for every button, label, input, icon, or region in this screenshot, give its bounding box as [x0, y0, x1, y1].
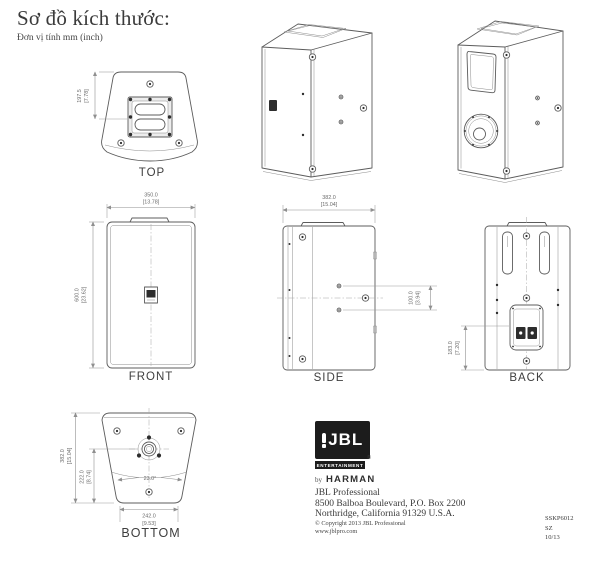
pole-mount-socket	[137, 435, 161, 460]
screw-icon	[503, 168, 509, 174]
entertainment-bar: ENTERTAINMENT	[316, 462, 364, 468]
pin-dot	[557, 304, 559, 306]
bracket-bolt	[148, 133, 151, 136]
dim-back-panel-offset	[448, 326, 509, 370]
registered-mark: ®	[367, 455, 372, 461]
bracket-bolt	[168, 133, 171, 136]
jbl-exclamation-icon	[322, 433, 326, 448]
screw-icon	[176, 140, 182, 146]
mount-point	[339, 95, 343, 99]
iso2-top-edges	[458, 31, 563, 47]
screw-icon	[178, 428, 184, 434]
back-top-lip	[507, 223, 547, 227]
pin-dot	[289, 337, 291, 339]
bracket-slot-bottom	[135, 119, 165, 130]
bracket-slot-top	[135, 104, 165, 115]
screw-icon	[523, 233, 529, 239]
by-text: by	[315, 476, 322, 484]
side-top-lip	[301, 223, 345, 227]
website-url: www.jblpro.com	[315, 527, 358, 535]
dim-bottom-wall-angle	[118, 476, 182, 482]
dim-value-mm: 183.0	[448, 341, 454, 355]
pin-dot	[302, 134, 304, 136]
dim-value-in: [9.53]	[142, 521, 156, 527]
doc-number: SSKP6012	[545, 515, 574, 522]
dim-value-mm: 197.5	[77, 89, 83, 103]
jbl-logo-text: JBL	[328, 430, 364, 449]
socket-bolt	[137, 453, 141, 457]
dim-value-in: [23.62]	[81, 286, 88, 304]
bottom-view	[60, 408, 196, 540]
pin-dot	[289, 289, 291, 291]
mount-point	[339, 120, 343, 124]
harman-text: HARMAN	[326, 474, 376, 485]
dim-value-in: [15.04]	[320, 202, 338, 208]
horn-tweeter	[467, 51, 496, 92]
pin-dot	[496, 284, 498, 286]
woofer	[464, 114, 498, 148]
fly-bracket	[128, 97, 172, 137]
address-line-1: 8500 Balboa Boulevard, P.O. Box 2200	[315, 498, 466, 509]
company-name: JBL Professional	[315, 488, 380, 498]
socket-bolt	[157, 453, 161, 457]
dim-front-height	[75, 222, 105, 368]
footer-address	[315, 488, 465, 536]
iso-outline	[262, 24, 372, 177]
screw-icon	[523, 295, 529, 301]
screw-icon	[118, 140, 124, 146]
dim-value-in: [8.74]	[86, 470, 93, 484]
doc-date: 10/13	[545, 534, 560, 541]
dim-value-mm: 222.0	[79, 470, 86, 484]
bracket-bolt	[129, 98, 132, 101]
jbl-badge-iso	[269, 100, 277, 111]
dim-value-angle: 23.0°	[143, 476, 157, 482]
mount-point	[337, 284, 341, 288]
mount-point	[337, 308, 341, 312]
back-view	[448, 217, 570, 384]
by-harman-lockup	[315, 469, 375, 487]
socket-bolt	[147, 435, 151, 439]
side-view	[277, 195, 437, 384]
dim-front-width	[107, 193, 195, 219]
screw-icon	[503, 52, 509, 58]
screw-icon	[362, 295, 368, 301]
dim-value-mm: 100.0	[408, 291, 415, 305]
top-view-label: TOP	[138, 167, 166, 179]
screw-icon	[309, 54, 315, 60]
screw-icon	[299, 234, 305, 240]
screw-icon	[309, 166, 315, 172]
connector-panel	[510, 305, 543, 350]
dim-top-depth	[77, 72, 127, 119]
iso-view-cabinet	[262, 24, 372, 181]
connector-socket	[531, 331, 534, 334]
bracket-bolt	[129, 115, 132, 118]
dim-bottom-depth	[60, 413, 114, 503]
connector-socket	[519, 331, 522, 334]
dim-value-in: [3.94]	[415, 291, 422, 305]
bracket-bolt	[129, 133, 132, 136]
pin-dot	[496, 299, 498, 301]
jbl-badge-front	[145, 287, 158, 303]
screw-icon	[146, 489, 152, 495]
iso2-base-edge	[459, 171, 562, 183]
bracket-bolt	[148, 98, 151, 101]
iso-view-cabinet-open	[458, 21, 563, 183]
screw-icon	[523, 358, 529, 364]
dim-value-in: [15.04]	[67, 447, 73, 465]
dim-value-mm: 382.0	[322, 195, 336, 201]
front-view	[75, 193, 196, 384]
mount-point	[536, 96, 540, 100]
doc-code: SZ	[545, 524, 553, 532]
bracket-bolt	[168, 98, 171, 101]
dim-side-mount-spacing	[343, 286, 437, 310]
screw-icon	[299, 356, 305, 362]
dim-value-mm: 242.0	[142, 513, 156, 520]
dim-bottom-base-width	[120, 506, 178, 527]
address-line-2: Northridge, California 91329 U.S.A.	[315, 509, 455, 519]
pin-dot	[557, 289, 559, 291]
dim-value-in: [7.78]	[84, 89, 90, 103]
bottom-view-label: BOTTOM	[121, 526, 181, 540]
pin-dot	[302, 93, 304, 95]
front-top-lip	[130, 218, 169, 222]
pin-dot	[289, 355, 291, 357]
back-view-label: BACK	[509, 372, 545, 384]
screw-icon	[147, 81, 153, 87]
pin-dot	[289, 243, 291, 245]
dim-value-in: [7.20]	[455, 341, 461, 355]
top-view	[77, 72, 197, 179]
jbl-logo	[315, 421, 370, 459]
front-view-label: FRONT	[128, 371, 174, 383]
screw-icon	[114, 428, 120, 434]
dim-value-mm: 350.0	[144, 192, 158, 199]
mount-point	[536, 121, 540, 125]
side-view-label: SIDE	[313, 372, 345, 384]
iso2-outline	[458, 21, 563, 179]
dim-value-mm: 382.0	[60, 449, 66, 463]
unit-note: Đơn vị tính mm (inch)	[17, 33, 103, 43]
page-title: Sơ đồ kích thước:	[17, 6, 171, 30]
document-info	[545, 514, 574, 543]
dim-value-in: [13.78]	[142, 199, 160, 206]
copyright-line: © Copyright 2013 JBL Professional	[315, 519, 406, 527]
screw-icon	[555, 105, 561, 111]
bracket-bolt	[168, 115, 171, 118]
iso-top-edges	[262, 33, 372, 50]
dim-side-depth	[283, 195, 375, 223]
dim-value-mm: 600.0	[74, 288, 81, 302]
pin-dot	[496, 312, 498, 314]
screw-icon	[360, 105, 366, 111]
